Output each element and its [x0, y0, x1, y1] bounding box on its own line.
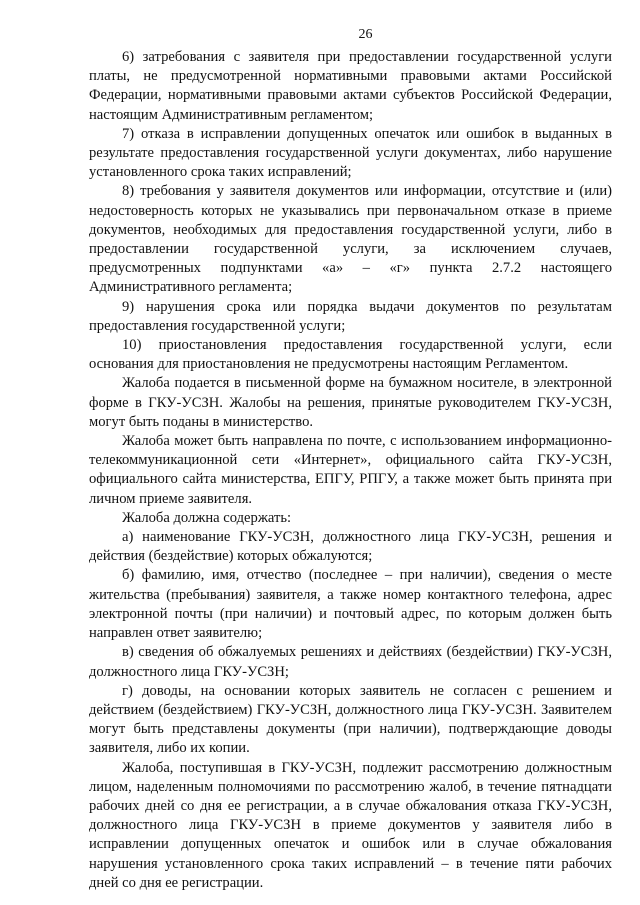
paragraph-item-v: в) сведения об обжалуемых решениях и действиях (бездействии) ГКУ-УСЗН, должностного лица ГКУ-УСЗН; [89, 644, 612, 680]
paragraph-item-8: 8) требования у заявителя документов или информации, отсутствие и (или) недостоверность которых не указывались при первоначальном отказе в приеме документов, необходимых для предоставления государственной услуги, либо в предоставлении государственной услуги, за исключением случаев, предусмотренных подпунктами «а» – «г» пункта 2.7.2 настоящего Административного регламента; [89, 183, 612, 296]
paragraph-item-6: 6) затребования с заявителя при предоставлении государственной услуги платы, не предусмотренной нормативными правовыми актами Российской Федерации, нормативными правовыми актами субъектов Российской Федерации, настоящим Административным регламентом; [89, 49, 612, 123]
paragraph-complaint-form: Жалоба подается в письменной форме на бумажном носителе, в электронной форме в ГКУ-УСЗН. Жалобы на решения, принятые руководителем ГКУ-УСЗН, могут быть поданы в министерство. [89, 375, 612, 430]
paragraph-item-b: б) фамилию, имя, отчество (последнее – при наличии), сведения о месте жительства (пребывания) заявителя, а также номер контактного телефона, адрес электронной почты (при наличии) и почтовый адрес, по которым должен быть направлен ответ заявителю; [89, 567, 612, 642]
paragraph-item-10: 10) приостановления предоставления государственной услуги, если основания для приостановления не предусмотрены настоящим Регламентом. [89, 337, 612, 373]
paragraph-complaint-contents: Жалоба должна содержать: [122, 509, 292, 526]
page-number: 26 [358, 27, 373, 42]
paragraph-item-a: а) наименование ГКУ-УСЗН, должностного лица ГКУ-УСЗН, решения и действия (бездействие) которых обжалуются; [89, 529, 612, 565]
paragraph-item-g: г) доводы, на основании которых заявитель не согласен с решением и действием (бездействием) ГКУ-УСЗН, должностного лица ГКУ-УСЗН. Заявителем могут быть представлены документы (при наличии), подтверждающие доводы заявителя, либо их копии. [89, 682, 612, 757]
paragraph-item-9: 9) нарушения срока или порядка выдачи документов по результатам предоставления государственной услуги; [89, 298, 612, 334]
paragraph-item-7: 7) отказа в исправлении допущенных опечаток или ошибок в выданных в результате предоставления государственной услуги документах, либо нарушение установленного срока таких исправлений; [89, 125, 612, 181]
paragraph-review-terms: Жалоба, поступившая в ГКУ-УСЗН, подлежит рассмотрению должностным лицом, наделенным полномочиями по рассмотрению жалоб, в течение пятнадцати рабочих дней со дня ее регистрации, а в случае обжалования отказа ГКУ-УСЗН, должностного лица ГКУ-УСЗН в приеме документов у заявителя либо в исправлении допущенных опечаток и ошибок или в случае обжалования нарушения установленного срока таких исправлений – в течение пяти рабочих дней со дня ее регистрации. [89, 759, 612, 891]
paragraph-complaint-channels: Жалоба может быть направлена по почте, с использованием информационно-телекоммуникационной сети «Интернет», официального сайта ГКУ-УСЗН, официального сайта министерства, ЕПГУ, РПГУ, а также может быть принята при личном приеме заявителя. [89, 433, 612, 507]
